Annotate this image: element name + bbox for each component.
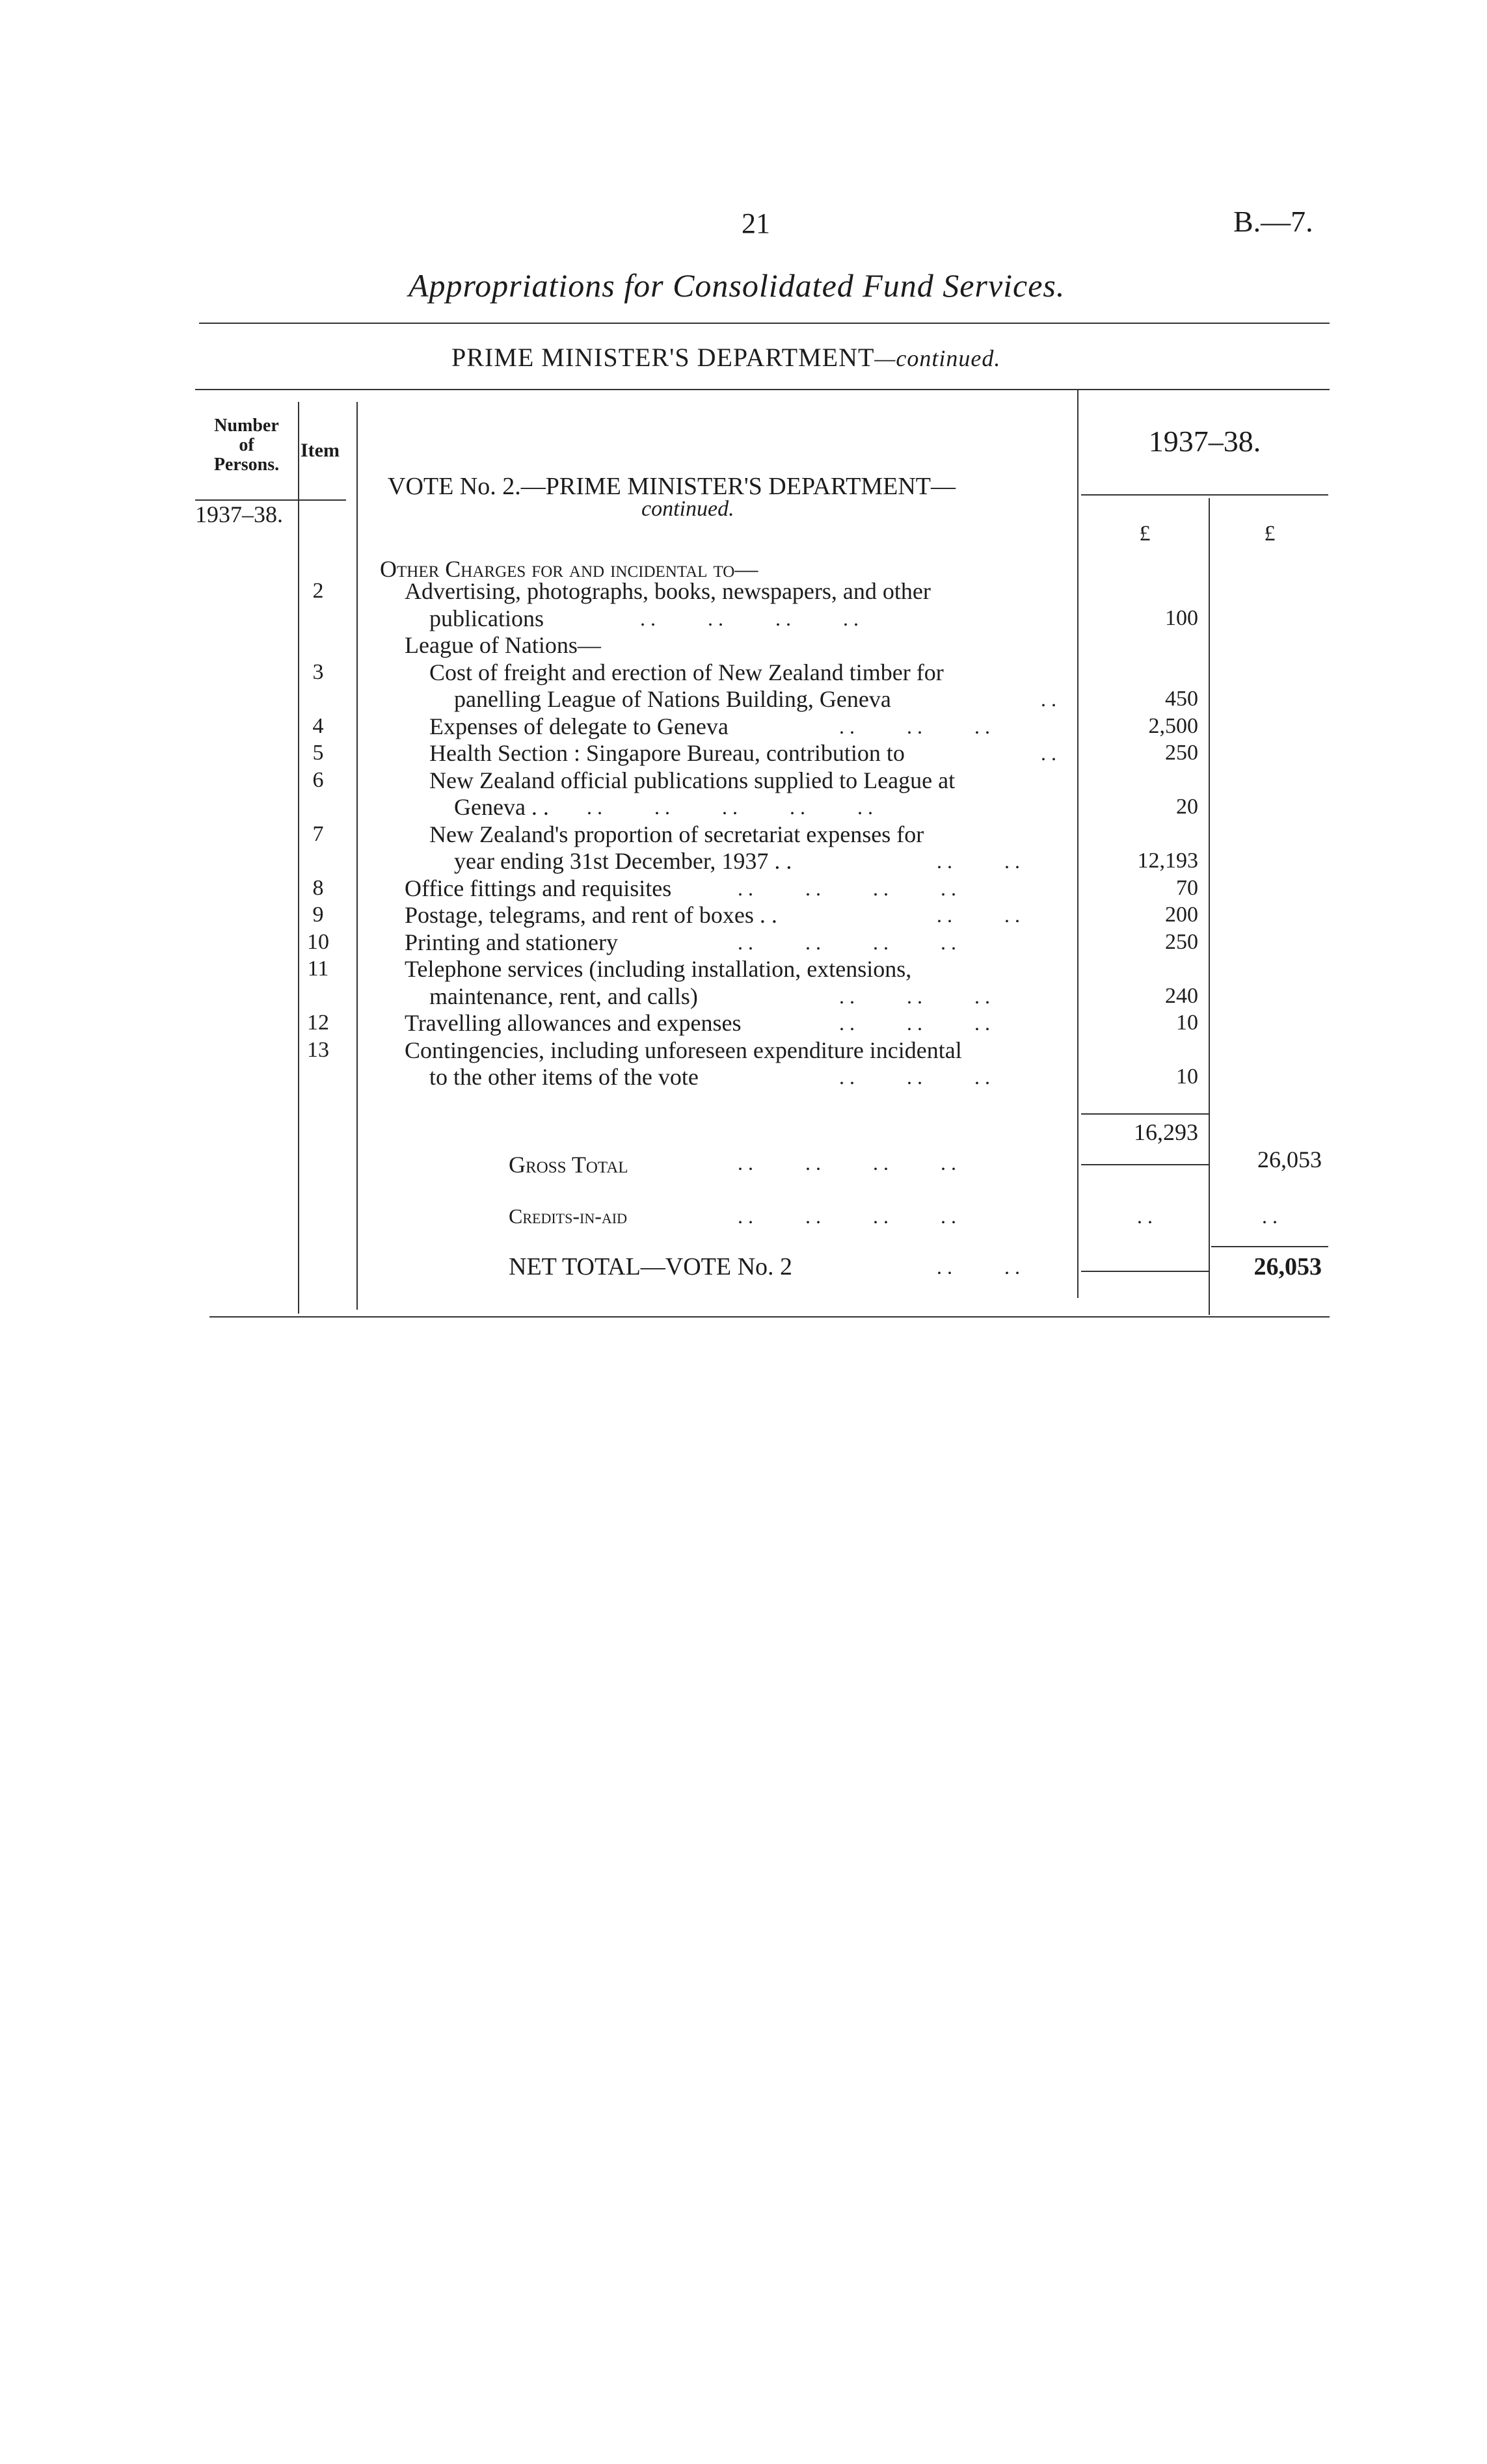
dot-leaders: . . . . . . . . [640,606,859,630]
department-heading [451,342,1000,373]
dot-leaders: . . . . . . [839,984,990,1008]
net-total-value: 26,053 [1253,1253,1322,1280]
item-number: 9 [312,903,324,927]
table-bottom-rule [209,1316,1330,1318]
item-description: Contingencies, including unforeseen expenditure incidental [405,1037,962,1063]
item-amount: 70 [1176,875,1198,900]
table-row [0,739,1487,767]
persons-heading-line-1: Number [214,416,279,436]
net-amount-rule [1081,1271,1209,1272]
item-number: 5 [312,741,324,765]
item-number: 2 [312,579,324,603]
table-row [0,605,1487,632]
department-continued: —continued. [874,345,1001,371]
table-row [0,901,1487,929]
item-description: maintenance, rent, and calls) [429,983,698,1009]
page-number: 21 [742,207,770,239]
item-amount: 10 [1176,1065,1198,1089]
gross-total-leaders: . . . . . . . . [738,1151,956,1174]
net-total-leaders: . . . . [937,1255,1020,1278]
currency-symbol-1: £ [1139,522,1151,546]
item-description: Geneva . . [454,794,549,820]
subtotal-value: 16,293 [1134,1119,1198,1145]
department-name: PRIME MINISTER'S DEPARTMENT [451,343,875,372]
credits-in-aid-leaders: . . . . . . . . [738,1204,956,1228]
dot-leaders: . . [1041,687,1056,711]
item-number: 12 [307,1011,329,1035]
item-amount: 250 [1165,741,1198,765]
dot-leaders: . . . . . . . . [738,876,956,900]
item-amount: 100 [1165,605,1198,630]
item-number: 6 [312,767,324,792]
table-row [0,713,1487,740]
vote-continued: continued. [641,497,734,521]
item-number: 3 [312,659,324,684]
item-description: Telephone services (including installation, extensions, [405,956,912,982]
item-number: 7 [312,821,324,846]
table-row [0,659,1487,686]
item-description: Printing and stationery [405,929,618,955]
table-row [0,847,1487,875]
section-heading: Other Charges for and incidental to— [380,556,758,582]
item-description: panelling League of Nations Building, Geneva [454,686,891,712]
table-row [0,821,1487,848]
item-amount: 450 [1165,687,1198,711]
persons-year: 1937–38. [195,501,283,527]
item-description: to the other items of the vote [429,1064,699,1090]
vote-title: VOTE No. 2.—PRIME MINISTER'S DEPARTMENT— [388,473,956,500]
net-total-label: NET TOTAL—VOTE No. 2 [509,1253,793,1280]
group-heading: League of Nations— [405,632,601,658]
item-number: 8 [312,875,324,900]
table-row [0,1063,1487,1091]
credits-in-aid-label: Credits-in-aid [509,1204,627,1228]
item-amount: 240 [1165,983,1198,1008]
item-amount: 10 [1176,1011,1198,1035]
item-description: publications [429,605,544,631]
item-amount: 20 [1176,795,1198,819]
title-rule [199,323,1330,324]
page-title: Appropriations for Consolidated Fund Services. [409,267,1065,304]
item-description: Health Section : Singapore Bureau, contribution to [429,740,905,766]
header-rule-right [1081,494,1328,496]
dot-leaders: . . . . . . [839,1011,990,1035]
item-heading: Item [301,440,340,461]
dot-leaders: . . . . . . . . . . [587,795,873,819]
dot-leaders: . . . . . . [839,1065,990,1089]
net-total-top-rule [1211,1246,1328,1247]
item-description: Travelling allowances and expenses [405,1010,742,1036]
year-heading: 1937–38. [1148,425,1261,458]
table-row [0,875,1487,902]
credits-in-aid-value-1: . . [1137,1204,1153,1228]
item-number: 13 [307,1037,329,1062]
item-description: Advertising, photographs, books, newspapers, and other [405,578,931,604]
persons-heading-line-2: of [239,435,254,455]
table-row [0,955,1487,983]
table-top-rule [195,389,1330,390]
persons-heading-line-3: Persons. [213,455,280,475]
item-number: 10 [307,929,329,954]
dot-leaders: . . [1041,741,1056,765]
item-description: Postage, telegrams, and rent of boxes . . [405,902,777,928]
currency-symbol-2: £ [1264,522,1276,546]
item-number: 4 [312,713,324,738]
table-row [0,929,1487,956]
table-row [0,983,1487,1010]
gross-total-label: Gross Total [509,1152,628,1178]
item-amount: 250 [1165,929,1198,954]
item-amount: 200 [1165,903,1198,927]
item-number: 11 [307,957,329,981]
item-amount: 12,193 [1137,849,1198,873]
group-heading-row [0,631,1487,659]
table-row [0,793,1487,821]
dot-leaders: . . . . [937,903,1020,927]
subtotal-top-rule [1081,1113,1209,1115]
gross-total-value: 26,053 [1257,1146,1322,1172]
item-description: New Zealand's proportion of secretariat expenses for [429,821,924,847]
table-row [0,577,1487,605]
persons-heading [198,416,295,475]
table-row [0,685,1487,713]
dot-leaders: . . . . . . . . [738,930,956,954]
table-row [0,1037,1487,1064]
item-description: year ending 31st December, 1937 . . [454,848,792,874]
document-code: B.—7. [1233,205,1313,238]
dot-leaders: . . . . [937,849,1020,873]
item-description: Office fittings and requisites [405,875,672,901]
subtotal-bottom-rule [1081,1164,1209,1165]
credits-in-aid-value-2: . . [1262,1204,1278,1228]
dot-leaders: . . . . . . [839,714,990,738]
item-description: Cost of freight and erection of New Zealand timber for [429,659,944,685]
item-description: New Zealand official publications supplied to League at [429,767,956,793]
table-row [0,767,1487,794]
table-row [0,1009,1487,1037]
item-description: Expenses of delegate to Geneva [429,713,729,739]
item-amount: 2,500 [1148,713,1198,738]
